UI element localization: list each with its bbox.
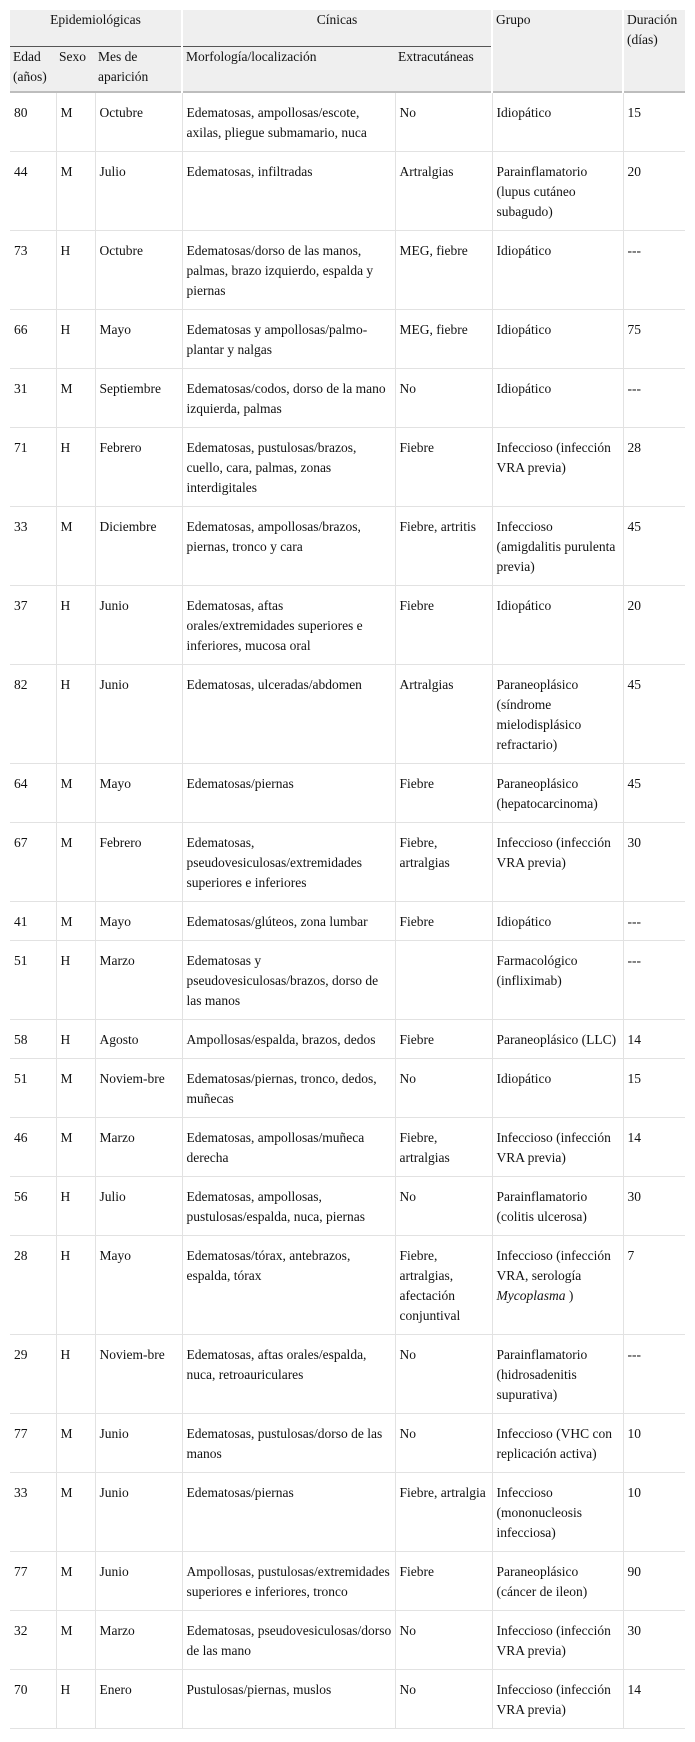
cell-sexo: H: [56, 428, 95, 507]
cell-duracion: 75: [623, 310, 685, 369]
cell-morfologia: Edematosas/piernas, tronco, dedos, muñecas: [182, 1059, 395, 1118]
cell-mes: Junio: [95, 1414, 182, 1473]
cell-morfologia: Edematosas, ampollosas/brazos, piernas, tronco y cara: [182, 507, 395, 586]
cell-mes: Junio: [95, 586, 182, 665]
cell-morfologia: Edematosas, aftas orales/espalda, nuca, retroauriculares: [182, 1335, 395, 1414]
cell-morfologia: Edematosas/tórax, antebrazos, espalda, tórax: [182, 1236, 395, 1335]
cell-edad: 46: [10, 1118, 56, 1177]
cell-extracutaneas: Fiebre: [395, 586, 492, 665]
cell-extracutaneas: MEG, fiebre: [395, 310, 492, 369]
cell-duracion: 45: [623, 507, 685, 586]
cell-extracutaneas: Fiebre, artralgias: [395, 1118, 492, 1177]
table-row: [10, 823, 685, 902]
cell-morfologia: Edematosas/piernas: [182, 1473, 395, 1552]
cell-extracutaneas: MEG, fiebre: [395, 231, 492, 310]
cell-grupo: Infeccioso (mononucleosis infecciosa): [492, 1473, 623, 1552]
cell-duracion: 7: [623, 1236, 685, 1335]
cell-edad: 80: [10, 92, 56, 152]
cell-edad: 77: [10, 1414, 56, 1473]
cell-morfologia: Edematosas y ampollosas/palmo-plantar y nalgas: [182, 310, 395, 369]
cell-sexo: H: [56, 1670, 95, 1729]
table-row: [10, 92, 685, 152]
cell-edad: 29: [10, 1335, 56, 1414]
cell-edad: 28: [10, 1236, 56, 1335]
cell-mes: Marzo: [95, 1118, 182, 1177]
table-row: [10, 665, 685, 764]
cell-mes: Marzo: [95, 1611, 182, 1670]
cell-edad: 51: [10, 941, 56, 1020]
cell-grupo: Infeccioso (infección VRA previa): [492, 823, 623, 902]
cell-sexo: H: [56, 1177, 95, 1236]
table-header: [10, 10, 685, 92]
cell-mes: Mayo: [95, 1236, 182, 1335]
cell-extracutaneas: No: [395, 1670, 492, 1729]
cell-duracion: 45: [623, 764, 685, 823]
table-row: [10, 1059, 685, 1118]
cell-mes: Julio: [95, 1177, 182, 1236]
cell-grupo: Farmacológico (infliximab): [492, 941, 623, 1020]
cell-duracion: 28: [623, 428, 685, 507]
cell-duracion: 14: [623, 1670, 685, 1729]
cell-duracion: ---: [623, 941, 685, 1020]
cell-sexo: H: [56, 310, 95, 369]
cell-mes: Septiembre: [95, 369, 182, 428]
cell-sexo: M: [56, 1473, 95, 1552]
cell-duracion: 20: [623, 586, 685, 665]
cell-extracutaneas: Fiebre: [395, 1552, 492, 1611]
table-row: [10, 764, 685, 823]
cell-grupo: Paraneoplásico (hepatocarcinoma): [492, 764, 623, 823]
table-row: [10, 1335, 685, 1414]
cell-sexo: M: [56, 902, 95, 941]
cell-mes: Junio: [95, 665, 182, 764]
cell-mes: Febrero: [95, 823, 182, 902]
cell-grupo: Parainflamatorio (hidrosadenitis supurativa): [492, 1335, 623, 1414]
table-row: [10, 1020, 685, 1059]
group-header-clinicas: Cínicas: [182, 10, 492, 47]
cell-duracion: 10: [623, 1414, 685, 1473]
cell-extracutaneas: Fiebre: [395, 902, 492, 941]
cell-morfologia: Edematosas y pseudovesiculosas/brazos, dorso de las manos: [182, 941, 395, 1020]
cell-mes: Julio: [95, 152, 182, 231]
cell-edad: 31: [10, 369, 56, 428]
cell-edad: 37: [10, 586, 56, 665]
column-header-mes: Mes de aparición: [95, 47, 182, 93]
table-row: [10, 310, 685, 369]
cell-mes: Mayo: [95, 310, 182, 369]
cell-grupo: Idiopático: [492, 369, 623, 428]
cell-edad: 51: [10, 1059, 56, 1118]
cell-duracion: 15: [623, 1059, 685, 1118]
cell-sexo: M: [56, 507, 95, 586]
cell-edad: 66: [10, 310, 56, 369]
grupo-italic: Mycoplasma: [496, 1288, 566, 1303]
cell-morfologia: Edematosas/dorso de las manos, palmas, brazo izquierdo, espalda y piernas: [182, 231, 395, 310]
cell-sexo: M: [56, 92, 95, 152]
cell-mes: Febrero: [95, 428, 182, 507]
cell-mes: Diciembre: [95, 507, 182, 586]
cases-table: [10, 10, 685, 1729]
column-header-morfologia: Morfología/localización: [182, 47, 395, 93]
table-row: [10, 941, 685, 1020]
cell-mes: Junio: [95, 1552, 182, 1611]
cell-sexo: M: [56, 152, 95, 231]
cell-mes: Mayo: [95, 764, 182, 823]
cell-mes: Octubre: [95, 231, 182, 310]
cell-extracutaneas: No: [395, 1059, 492, 1118]
cell-morfologia: Edematosas, ampollosas/muñeca derecha: [182, 1118, 395, 1177]
cell-duracion: 10: [623, 1473, 685, 1552]
cell-edad: 73: [10, 231, 56, 310]
cell-edad: 44: [10, 152, 56, 231]
cell-edad: 32: [10, 1611, 56, 1670]
cell-morfologia: Edematosas, ulceradas/abdomen: [182, 665, 395, 764]
table-row: [10, 1118, 685, 1177]
cell-grupo: Infeccioso (VHC con replicación activa): [492, 1414, 623, 1473]
cell-duracion: 14: [623, 1118, 685, 1177]
cell-extracutaneas: No: [395, 369, 492, 428]
cell-duracion: 14: [623, 1020, 685, 1059]
cell-duracion: ---: [623, 369, 685, 428]
cell-edad: 67: [10, 823, 56, 902]
cell-morfologia: Edematosas/codos, dorso de la mano izquierda, palmas: [182, 369, 395, 428]
cell-extracutaneas: No: [395, 1414, 492, 1473]
cell-edad: 77: [10, 1552, 56, 1611]
cell-grupo: Parainflamatorio (colitis ulcerosa): [492, 1177, 623, 1236]
cell-grupo: Paraneoplásico (síndrome mielodisplásico refractario): [492, 665, 623, 764]
cell-grupo: Infeccioso (infección VRA previa): [492, 428, 623, 507]
group-header-epidemiologicas: Epidemiológicas: [10, 10, 182, 47]
cell-grupo: Infeccioso (amigdalitis purulenta previa): [492, 507, 623, 586]
table-row: [10, 1236, 685, 1335]
cell-sexo: H: [56, 231, 95, 310]
cell-duracion: ---: [623, 231, 685, 310]
cell-mes: Mayo: [95, 902, 182, 941]
cell-morfologia: Edematosas/glúteos, zona lumbar: [182, 902, 395, 941]
cell-extracutaneas: Fiebre, artralgias: [395, 823, 492, 902]
table-row: [10, 1414, 685, 1473]
cell-edad: 58: [10, 1020, 56, 1059]
cell-extracutaneas: Artralgias: [395, 665, 492, 764]
cell-sexo: M: [56, 369, 95, 428]
table-row: [10, 586, 685, 665]
cell-extracutaneas: Artralgias: [395, 152, 492, 231]
cell-morfologia: Edematosas, pustulosas/dorso de las manos: [182, 1414, 395, 1473]
cell-grupo: Paraneoplásico (cáncer de ileon): [492, 1552, 623, 1611]
column-header-grupo: Grupo: [492, 10, 623, 92]
cell-sexo: M: [56, 764, 95, 823]
cell-duracion: 20: [623, 152, 685, 231]
column-header-extracutaneas: Extracutáneas: [395, 47, 492, 93]
cell-sexo: H: [56, 1236, 95, 1335]
table-row: [10, 902, 685, 941]
cell-grupo: Idiopático: [492, 231, 623, 310]
cell-extracutaneas: Fiebre, artritis: [395, 507, 492, 586]
table-row: [10, 152, 685, 231]
table-row: [10, 1552, 685, 1611]
cell-sexo: M: [56, 1611, 95, 1670]
cell-sexo: H: [56, 1335, 95, 1414]
cell-sexo: H: [56, 586, 95, 665]
table-row: [10, 231, 685, 310]
cell-extracutaneas: No: [395, 92, 492, 152]
cell-mes: Noviem-bre: [95, 1335, 182, 1414]
cell-mes: Agosto: [95, 1020, 182, 1059]
cell-duracion: ---: [623, 1335, 685, 1414]
cell-grupo: Idiopático: [492, 310, 623, 369]
table-row: [10, 507, 685, 586]
cell-grupo: Idiopático: [492, 902, 623, 941]
cell-sexo: M: [56, 1552, 95, 1611]
cell-sexo: H: [56, 665, 95, 764]
cell-extracutaneas: No: [395, 1177, 492, 1236]
cell-mes: Marzo: [95, 941, 182, 1020]
cell-extracutaneas: Fiebre: [395, 764, 492, 823]
cell-morfologia: Edematosas, pseudovesiculosas/dorso de las mano: [182, 1611, 395, 1670]
column-header-edad: Edad (años): [10, 47, 56, 93]
cell-duracion: ---: [623, 902, 685, 941]
cell-edad: 33: [10, 1473, 56, 1552]
table-row: [10, 1670, 685, 1729]
cell-sexo: H: [56, 941, 95, 1020]
cell-grupo: Infeccioso (infección VRA previa): [492, 1611, 623, 1670]
column-header-sexo: Sexo: [56, 47, 95, 93]
cell-extracutaneas: [395, 941, 492, 1020]
cell-sexo: M: [56, 1118, 95, 1177]
cell-sexo: M: [56, 823, 95, 902]
cell-morfologia: Edematosas, aftas orales/extremidades superiores e inferiores, mucosa oral: [182, 586, 395, 665]
cell-duracion: 30: [623, 1177, 685, 1236]
cell-morfologia: Edematosas/piernas: [182, 764, 395, 823]
cell-extracutaneas: Fiebre: [395, 1020, 492, 1059]
cell-extracutaneas: Fiebre, artralgia: [395, 1473, 492, 1552]
cell-morfologia: Edematosas, ampollosas, pustulosas/espalda, nuca, piernas: [182, 1177, 395, 1236]
cell-sexo: H: [56, 1020, 95, 1059]
cell-mes: Enero: [95, 1670, 182, 1729]
cell-grupo: Infeccioso (infección VRA previa): [492, 1118, 623, 1177]
cell-duracion: 45: [623, 665, 685, 764]
cell-edad: 70: [10, 1670, 56, 1729]
cell-grupo: Paraneoplásico (LLC): [492, 1020, 623, 1059]
cell-edad: 71: [10, 428, 56, 507]
cell-grupo: Idiopático: [492, 92, 623, 152]
cell-sexo: M: [56, 1059, 95, 1118]
cell-extracutaneas: No: [395, 1611, 492, 1670]
cell-morfologia: Edematosas, infiltradas: [182, 152, 395, 231]
table-row: [10, 1611, 685, 1670]
cell-mes: Octubre: [95, 92, 182, 152]
grupo-text-end: ): [565, 1288, 574, 1303]
cell-grupo: Idiopático: [492, 586, 623, 665]
cell-morfologia: Ampollosas, pustulosas/extremidades superiores e inferiores, tronco: [182, 1552, 395, 1611]
cell-extracutaneas: Fiebre: [395, 428, 492, 507]
cell-edad: 33: [10, 507, 56, 586]
cell-edad: 82: [10, 665, 56, 764]
cell-morfologia: Pustulosas/piernas, muslos: [182, 1670, 395, 1729]
cell-morfologia: Ampollosas/espalda, brazos, dedos: [182, 1020, 395, 1059]
cell-grupo: Idiopático: [492, 1059, 623, 1118]
table-row: [10, 369, 685, 428]
cell-mes: Junio: [95, 1473, 182, 1552]
cell-grupo: Infeccioso (infección VRA previa): [492, 1670, 623, 1729]
grupo-text: Infeccioso (infección VRA, serología: [496, 1248, 611, 1283]
table-row: [10, 428, 685, 507]
cell-mes: Noviem-bre: [95, 1059, 182, 1118]
table-body: [10, 92, 685, 1729]
cell-edad: 56: [10, 1177, 56, 1236]
cell-extracutaneas: No: [395, 1335, 492, 1414]
cell-edad: 41: [10, 902, 56, 941]
cell-edad: 64: [10, 764, 56, 823]
column-header-duracion: Duración (días): [623, 10, 685, 92]
cell-morfologia: Edematosas, ampollosas/escote, axilas, pliegue submamario, nuca: [182, 92, 395, 152]
cell-duracion: 30: [623, 823, 685, 902]
cell-grupo: [492, 1236, 623, 1335]
cell-grupo: Parainflamatorio (lupus cutáneo subagudo): [492, 152, 623, 231]
cell-morfologia: Edematosas, pustulosas/brazos, cuello, cara, palmas, zonas interdigitales: [182, 428, 395, 507]
cell-morfologia: Edematosas, pseudovesiculosas/extremidades superiores e inferiores: [182, 823, 395, 902]
cell-duracion: 90: [623, 1552, 685, 1611]
cell-duracion: 15: [623, 92, 685, 152]
cell-extracutaneas: Fiebre, artralgias, afectación conjuntival: [395, 1236, 492, 1335]
table-row: [10, 1177, 685, 1236]
cell-duracion: 30: [623, 1611, 685, 1670]
table-row: [10, 1473, 685, 1552]
cell-sexo: M: [56, 1414, 95, 1473]
